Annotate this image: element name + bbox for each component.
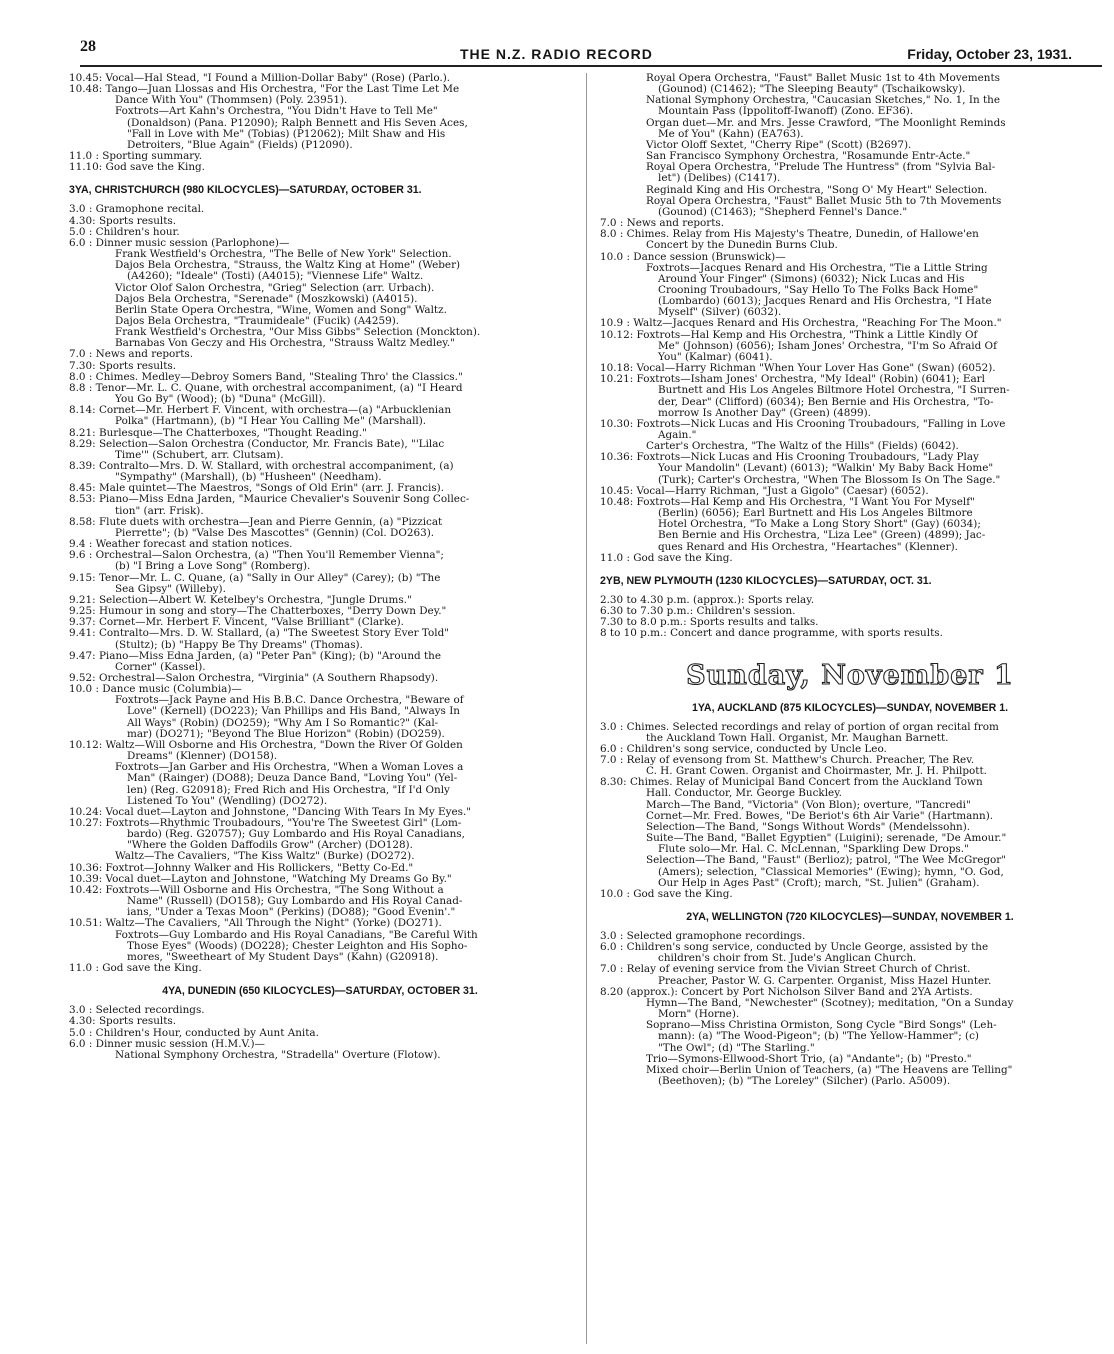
programme-line: (b) "I Bring a Love Song" (Romberg). [115,560,311,573]
programme-line: Waltz—The Cavaliers, "The Kiss Waltz" (Burke) (DO272). [115,850,415,863]
programme-line: 5.0 : Children's hour. [69,225,180,238]
programme-line: 9.21: Selection—Albert W. Ketelbey's Orchestra, "Jungle Drums." [69,593,412,606]
programme-line: Foxtrots—Jacques Renard and His Orchestra, "Tie a Little String [646,261,988,274]
programme-line: len) (Reg. G20918); Fred Rich and His Orchestra, "If I'd Only [127,783,450,796]
programme-line: Crooning Troubadours, "Say Hello To The Folks Back Home" [658,283,979,296]
programme-line: 7.30: Sports results. [69,359,177,372]
programme-line: Around Your Finger" (Simons) (6032); Nick Lucas and His [658,272,965,285]
programme-line: 3.0 : Selected gramophone recordings. [600,930,806,942]
programme-line: ques Renard and His Orchestra, "Heartaches" (Klenner). [658,540,958,553]
header-rule [80,65,1102,67]
programme-line: 2.30 to 4.30 p.m. (approx.): Sports relay. [600,593,815,606]
programme-line: Preacher, Pastor W. G. Carpenter. Organist, Miss Hazel Hunter. [658,974,992,987]
programme-line: Suite—The Band, "Ballet Egyptien" (Luigini); serenade, "De Amour." [646,832,1007,845]
programme-line: 8.53: Piano—Miss Edna Jarden, "Maurice Chevalier's Souvenir Song Collec- [69,493,470,506]
programme-line: 7.0 : Relay of evening service from the Vivian Street Church of Christ. [600,963,971,976]
programme-line: 11.10: God save the King. [69,161,205,174]
programme-line: 8.39: Contralto—Mrs. D. W. Stallard, with orchestral accompaniment, (a) [69,460,454,472]
programme-line: 5.0 : Children's Hour, conducted by Aunt Anita. [69,1026,319,1039]
programme-line: Our Help in Ages Past" (Croft); march, "St. Julien" (Graham). [658,876,980,889]
publication-title: THE N.Z. RADIO RECORD [460,46,653,62]
programme-line: Polka" (Hartmann), (b) "I Hear You Calling Me" (Marshall). [115,415,427,428]
programme-line: morrow Is Another Day" (Green) (4899). [658,406,871,419]
programme-line: Selection—The Band, "Songs Without Words" (Mendelssohn). [646,820,971,833]
programme-line: Foxtrots—Jan Garber and His Orchestra, "When a Woman Loves a [115,761,464,774]
programme-line: 6.0 : Children's song service, conducted by Uncle George, assisted by the [600,941,989,954]
programme-line: 8.0 : Chimes. Relay from His Majesty's Theatre, Dunedin, of Hallowe'en [600,228,979,241]
programme-line: Hotel Orchestra, "To Make a Long Story Short" (Gay) (6034); [658,518,981,531]
programme-line: All Ways" (Robin) (DO259); "Why Am I So Romantic?" (Kal- [127,716,439,729]
programme-line: 8.0 : Chimes. Medley—Debroy Somers Band, "Stealing Thro' the Classics." [69,370,463,383]
station-heading: 4YA, DUNEDIN (650 KILOCYCLES)—SATURDAY, OCTOBER 31. [162,985,478,998]
programme-line: You" (Kalmar) (6041). [658,350,773,363]
programme-line: You Go By" (Wood); (b) "Duna" (McGill). [115,393,326,406]
programme-line: Me of You" (Kahn) (EA763). [658,127,804,140]
programme-line: Foxtrots—Guy Lombardo and His Royal Canadians, "Be Careful With [115,928,478,941]
programme-line: 10.27: Foxtrots—Rhythmic Troubadours, "You're The Sweetest Girl" (Lom- [69,817,462,829]
column-divider [586,73,587,1344]
programme-line: San Francisco Symphony Orchestra, "Rosamunde Entr-Acte." [646,150,971,163]
programme-line: Victor Oloff Sextet, "Cherry Ripe" (Scott) (B2697). [646,138,912,151]
programme-line: 8.58: Flute duets with orchestra—Jean and Pierre Gennin, (a) "Pizzicat [69,515,443,528]
programme-line: 10.39: Vocal duet—Layton and Johnstone, "Watching My Dreams Go By." [69,872,452,885]
programme-line: Burtnett and His Los Angeles Biltmore Hotel Orchestra, "I Surren- [658,384,1010,397]
programme-line: 9.41: Contralto—Mrs. D. W. Stallard, (a) "The Sweetest Story Ever Told" [69,627,450,640]
programme-line: (Beethoven); (b) "The Loreley" (Silcher) (Parlo. A5009). [658,1075,951,1088]
programme-line: 10.48: Foxtrots—Hal Kemp and His Orchestra, "I Want You For Myself" [600,495,975,508]
programme-line: Name" (Russell) (DO158); Guy Lombardo and His Royal Canad- [127,895,463,908]
programme-line: (Gounod) (C1462); "The Sleeping Beauty" (Tschaikowsky). [658,83,966,96]
programme-line: 10.18: Vocal—Harry Richman "When Your Lover Has Gone" (Swan) (6052). [600,362,996,375]
programme-line: 9.47: Piano—Miss Edna Jarden, (a) "Peter Pan" (King); (b) "Around the [69,649,441,662]
programme-line: Carter's Orchestra, "The Waltz of the Hills" (Fields) (6042). [646,440,959,453]
programme-line: 10.36: Foxtrots—Nick Lucas and His Crooning Troubadours, "Lady Play [600,451,979,464]
programme-line: Mountain Pass (Ippolitoff-Iwanoff) (Zono. EF36). [658,105,914,118]
station-heading: 2YA, WELLINGTON (720 KILOCYCLES)—SUNDAY, NOVEMBER 1. [686,911,1014,923]
programme-line: Your Mandolin" (Levant) (6013); "Walkin' My Baby Back Home" [658,462,994,475]
programme-line: 9.15: Tenor—Mr. L. C. Quane, (a) "Sally in Our Alley" (Carey); (b) "The [69,571,441,584]
programme-line: Flute solo—Mr. Hal. C. McLennan, "Sparkling Dew Drops." [658,843,969,856]
programme-line: 10.12: Waltz—Will Osborne and His Orchestra, "Down the River Of Golden [69,738,463,751]
programme-line: 7.0 : News and reports. [69,348,194,361]
programme-line: 9.25: Humour in song and story—The Chatterboxes, "Derry Down Dey." [69,605,447,618]
programme-line: 10.36: Foxtrot—Johnny Walker and His Rollickers, "Betty Co-Ed." [69,861,414,874]
programme-line: Barnabas Von Geczy and His Orchestra, "Strauss Waltz Medley." [115,337,455,350]
programme-line: 4.30: Sports results. [69,1015,177,1028]
programme-line: tion" (arr. Frisk). [115,504,204,517]
programme-line: 10.0 : God save the King. [600,887,733,900]
programme-line: mar) (DO271); "Beyond The Blue Horizon" (Robin) (DO259). [127,727,445,740]
programme-line: (Lombardo) (6013); Jacques Renard and His Orchestra, "I Hate [658,295,992,308]
programme-line: mann): (a) "The Wood-Pigeon"; (b) "The Yellow-Hammer"; (c) [658,1030,979,1043]
programme-line: "Sympathy" (Marshall), (b) "Husheen" (Needham). [115,471,382,484]
programme-line: (Berlin) (6056); Earl Burtnett and His Los Angeles Biltmore [658,507,973,520]
programme-line: 9.4 : Weather forecast and station notices. [69,538,293,551]
programme-line: ians, "Under a Texas Moon" (Perkins) (DO88); "Good Evenin'." [127,906,456,919]
programme-line: Dajos Bela Orchestra, "Traumideale" (Fucik) (A4259). [115,314,400,327]
programme-line: Myself" (Silver) (6032). [658,306,782,319]
programme-line: der, Dear" (Clifford) (6034); Ben Bernie and His Orchestra, "To- [658,395,994,408]
programme-line: 8 to 10 p.m.: Concert and dance programme, with sports results. [600,627,943,640]
programme-line: Victor Olof Salon Orchestra, "Grieg" Selection (arr. Urbach). [115,281,435,294]
programme-line: 10.51: Waltz—The Cavaliers, "All Through the Night" (Yorke) (DO271). [69,917,442,930]
programme-line: 10.0 : Dance music (Columbia)— [69,683,242,696]
programme-line: 10.0 : Dance session (Brunswick)— [600,250,786,263]
programme-line: 10.48: Tango—Juan Llossas and His Orchestra, "For the Last Time Let Me [69,83,460,96]
programme-line: 10.45: Vocal—Hal Stead, "I Found a Million-Dollar Baby" (Rose) (Parlo.). [69,73,451,84]
programme-line: 6.0 : Dinner music session (H.M.V.)— [69,1037,265,1050]
right-column [600,73,1100,1087]
programme-line: Ben Bernie and His Orchestra, "Liza Lee" (Green) (4899); Jac- [658,529,986,542]
programme-line: Royal Opera Orchestra, "Faust" Ballet Music 5th to 7th Movements [646,194,1002,207]
programme-line: the Auckland Town Hall. Organist, Mr. Maughan Barnett. [646,731,949,744]
programme-line: Time'" (Schubert, arr. Clutsam). [115,448,284,461]
programme-line: 8.30: Chimes. Relay of Municipal Band Concert from the Auckland Town [600,776,983,789]
programme-line: (A4260); "Ideale" (Tosti) (A4015); "Viennese Life" Waltz. [127,270,424,283]
programme-line: Hall. Conductor, Mr. George Buckley. [646,787,842,800]
programme-line: let") (Delibes) (C1417). [658,172,781,185]
programme-line: Mixed choir—Berlin Union of Teachers, (a) "The Heavens are Telling" [646,1063,1013,1076]
programme-line: 7.0 : Relay of evensong from St. Matthew's Church. Preacher, The Rev. [600,753,975,766]
programme-line: "Fall in Love with Me" (Tobias) (P12062); Milt Shaw and His [127,127,446,140]
programme-line: Dance With You" (Thommsen) (Poly. 23951). [115,94,348,107]
programme-line: 8.20 (approx.): Concert by Port Nicholson Silver Band and 2YA Artists. [600,985,973,998]
programme-line: Again." [658,429,697,441]
programme-line: Soprano—Miss Christina Ormiston, Song Cycle "Bird Songs" (Leh- [646,1019,997,1032]
programme-line: 3.0 : Selected recordings. [69,1004,205,1017]
day-heading: Sunday, November 1 [686,659,1014,691]
programme-line: Trio—Symons-Ellwood-Short Trio, (a) "Andante"; (b) "Presto." [646,1052,972,1065]
programme-line: 7.30 to 8.0 p.m.: Sports results and talks. [600,616,819,629]
programme-line: 7.0 : News and reports. [600,217,725,230]
programme-line: 11.0 : God save the King. [600,551,733,564]
programme-line: 10.12: Foxtrots—Hal Kemp and His Orchestra, "Think a Little Kindly Of [600,328,978,341]
programme-line: Concert by the Dunedin Burns Club. [646,239,838,252]
programme-line: 8.14: Cornet—Mr. Herbert F. Vincent, with orchestra—(a) "Arbucklenian [69,404,452,417]
programme-line: 6.30 to 7.30 p.m.: Children's session. [600,605,796,618]
programme-line: National Symphony Orchestra, "Caucasian Sketches," No. 1, In the [646,94,1000,107]
programme-line: National Symphony Orchestra, "Stradella" Overture (Flotow). [115,1048,441,1061]
page-number: 28 [80,38,96,55]
programme-line: Me" (Johnson) (6056); Isham Jones' Orchestra, "I'm So Afraid Of [658,339,997,352]
programme-line: 8.8 : Tenor—Mr. L. C. Quane, with orchestral accompaniment, (a) "I Heard [69,381,463,394]
programme-line: 11.0 : Sporting summary. [69,150,203,163]
programme-line: Frank Westfield's Orchestra, "Our Miss Gibbs" Selection (Monckton). [115,326,481,339]
programme-line: (Donaldson) (Pana. P12090); Ralph Bennett and His Seven Aces, [127,116,468,129]
programme-line: 10.42: Foxtrots—Will Osborne and His Orchestra, "The Song Without a [69,883,444,896]
programme-line: Sea Gipsy" (Willeby). [115,582,226,595]
programme-line: 11.0 : God save the King. [69,962,202,975]
programme-line: Organ duet—Mr. and Mrs. Jesse Crawford, "The Moonlight Reminds [646,116,1006,129]
programme-line: Dreams" (Klenner) (DO158). [127,750,278,763]
programme-line: mores, "Sweetheart of My Student Days" (Kahn) (G20918). [127,950,439,963]
left-column [69,73,571,1061]
programme-line: Hymn—The Band, "Newchester" (Scotney); meditation, "On a Sunday [646,996,1014,1009]
programme-line: 10.9 : Waltz—Jacques Renard and His Orchestra, "Reaching For The Moon." [600,317,1002,330]
programme-line: Foxtrots—Jack Payne and His B.B.C. Dance Orchestra, "Beware of [115,694,464,707]
programme-line: March—The Band, "Victoria" (Von Blon); overture, "Tancredi" [646,798,971,811]
programme-line: 10.21: Foxtrots—Isham Jones' Orchestra, "My Ideal" (Robin) (6041); Earl [600,373,985,386]
programme-line: 3.0 : Chimes. Selected recordings and relay of portion of organ recital from [600,720,999,733]
programme-line: Morn" (Horne). [658,1008,740,1021]
programme-line: Love" (Kernell) (DO223); Van Phillips and His Band, "Always In [127,705,460,718]
programme-line: Frank Westfield's Orchestra, "The Belle of New York" Selection. [115,248,452,261]
programme-line: 10.30: Foxtrots—Nick Lucas and His Crooning Troubadours, "Falling in Love [600,417,1006,430]
station-heading: 1YA, AUCKLAND (875 KILOCYCLES)—SUNDAY, NOVEMBER 1. [691,701,1009,714]
programme-line: "Where the Golden Daffodils Grow" (Archer) (DO128). [127,839,413,852]
programme-line: Those Eyes" (Woods) (DO228); Chester Leighton and His Sopho- [127,939,468,952]
programme-line: 8.45: Male quintet—The Maestros, "Songs of Old Erin" (arr. J. Francis). [69,482,445,495]
programme-line: Foxtrots—Art Kahn's Orchestra, "You Didn't Have to Tell Me" [115,105,438,118]
programme-line: (Turk); Carter's Orchestra, "When The Blossom Is On The Sage." [658,473,1001,486]
programme-line: 10.24: Vocal duet—Layton and Johnstone, "Dancing With Tears In My Eyes." [69,805,472,818]
programme-line: 9.52: Orchestral—Salon Orchestra, "Virginia" (A Southern Rhapsody). [69,671,439,684]
programme-line: Dajos Bela Orchestra, "Serenade" (Moszkowski) (A4015). [115,292,418,305]
programme-line: 9.6 : Orchestral—Salon Orchestra, (a) "Then You'll Remember Vienna"; [69,549,444,562]
page-header [80,38,1102,68]
programme-line: Reginald King and His Orchestra, "Song O' My Heart" Selection. [646,183,988,196]
programme-line: 3.0 : Gramophone recital. [69,203,205,216]
programme-line: bardo) (Reg. G20757); Guy Lombardo and His Royal Canadians, [127,828,465,841]
programme-line: Listened To You" (Wendling) (DO272). [127,794,328,807]
station-heading: 3YA, CHRISTCHURCH (980 KILOCYCLES)—SATURDAY, OCTOBER 31. [69,184,422,197]
programme-line: 8.21: Burlesque—The Chatterboxes, "Thought Reading." [69,426,367,439]
programme-line: Man" (Rainger) (DO88); Deuza Dance Band, "Loving You" (Yel- [127,772,458,785]
station-heading: 2YB, NEW PLYMOUTH (1230 KILOCYCLES)—SATURDAY, OCT. 31. [600,574,932,587]
programme-line: Selection—The Band, "Faust" (Berlioz); patrol, "The Wee McGregor" [646,854,1007,867]
programme-line: 10.45: Vocal—Harry Richman, "Just a Gigolo" (Caesar) (6052). [600,484,929,497]
programme-line: 6.0 : Children's song service, conducted by Uncle Leo. [600,742,887,755]
programme-line: (Gounod) (C1463); "Shepherd Fennel's Dance." [658,205,908,218]
programme-line: C. H. Grant Cowen. Organist and Choirmaster, Mr. J. H. Philpott. [646,765,987,778]
programme-line: Detroiters, "Blue Again" (Fields) (P12090). [127,138,353,151]
programme-line: Dajos Bela Orchestra, "Strauss, the Waltz King at Home" (Weber) [115,259,461,272]
programme-line: (Stultz); (b) "Happy Be Thy Dreams" (Thomas). [115,638,363,651]
programme-line: Royal Opera Orchestra, "Faust" Ballet Music 1st to 4th Movements [646,73,1001,84]
programme-line: 6.0 : Dinner music session (Parlophone)— [69,236,290,249]
programme-line: children's choir from St. Jude's Anglican Church. [658,952,917,965]
issue-date: Friday, October 23, 1931. [907,46,1072,62]
programme-line: 4.30: Sports results. [69,214,177,227]
programme-line: "The Owl"; (d) "The Starling." [658,1041,815,1054]
programme-line: Corner" (Kassel). [115,660,206,673]
programme-line: Pierrette"; (b) "Valse Des Mascottes" (Gennin) (Col. DO263). [115,526,435,539]
programme-line: 9.37: Cornet—Mr. Herbert F. Vincent, "Valse Brilliant" (Clarke). [69,616,404,629]
programme-line: Royal Opera Orchestra, "Prelude The Huntress" (from "Sylvia Bal- [646,161,996,174]
programme-line: Cornet—Mr. Fred. Bowes, "De Beriot's 6th Air Varie" (Hartmann). [646,809,994,822]
programme-line: (Amers); selection, "Classical Memories" (Ewing); hymn, "O. God, [658,865,1004,878]
programme-line: 8.29: Selection—Salon Orchestra (Conductor, Mr. Francis Bate), "'Lilac [69,437,445,450]
programme-line: Berlin State Opera Orchestra, "Wine, Women and Song" Waltz. [115,303,447,316]
